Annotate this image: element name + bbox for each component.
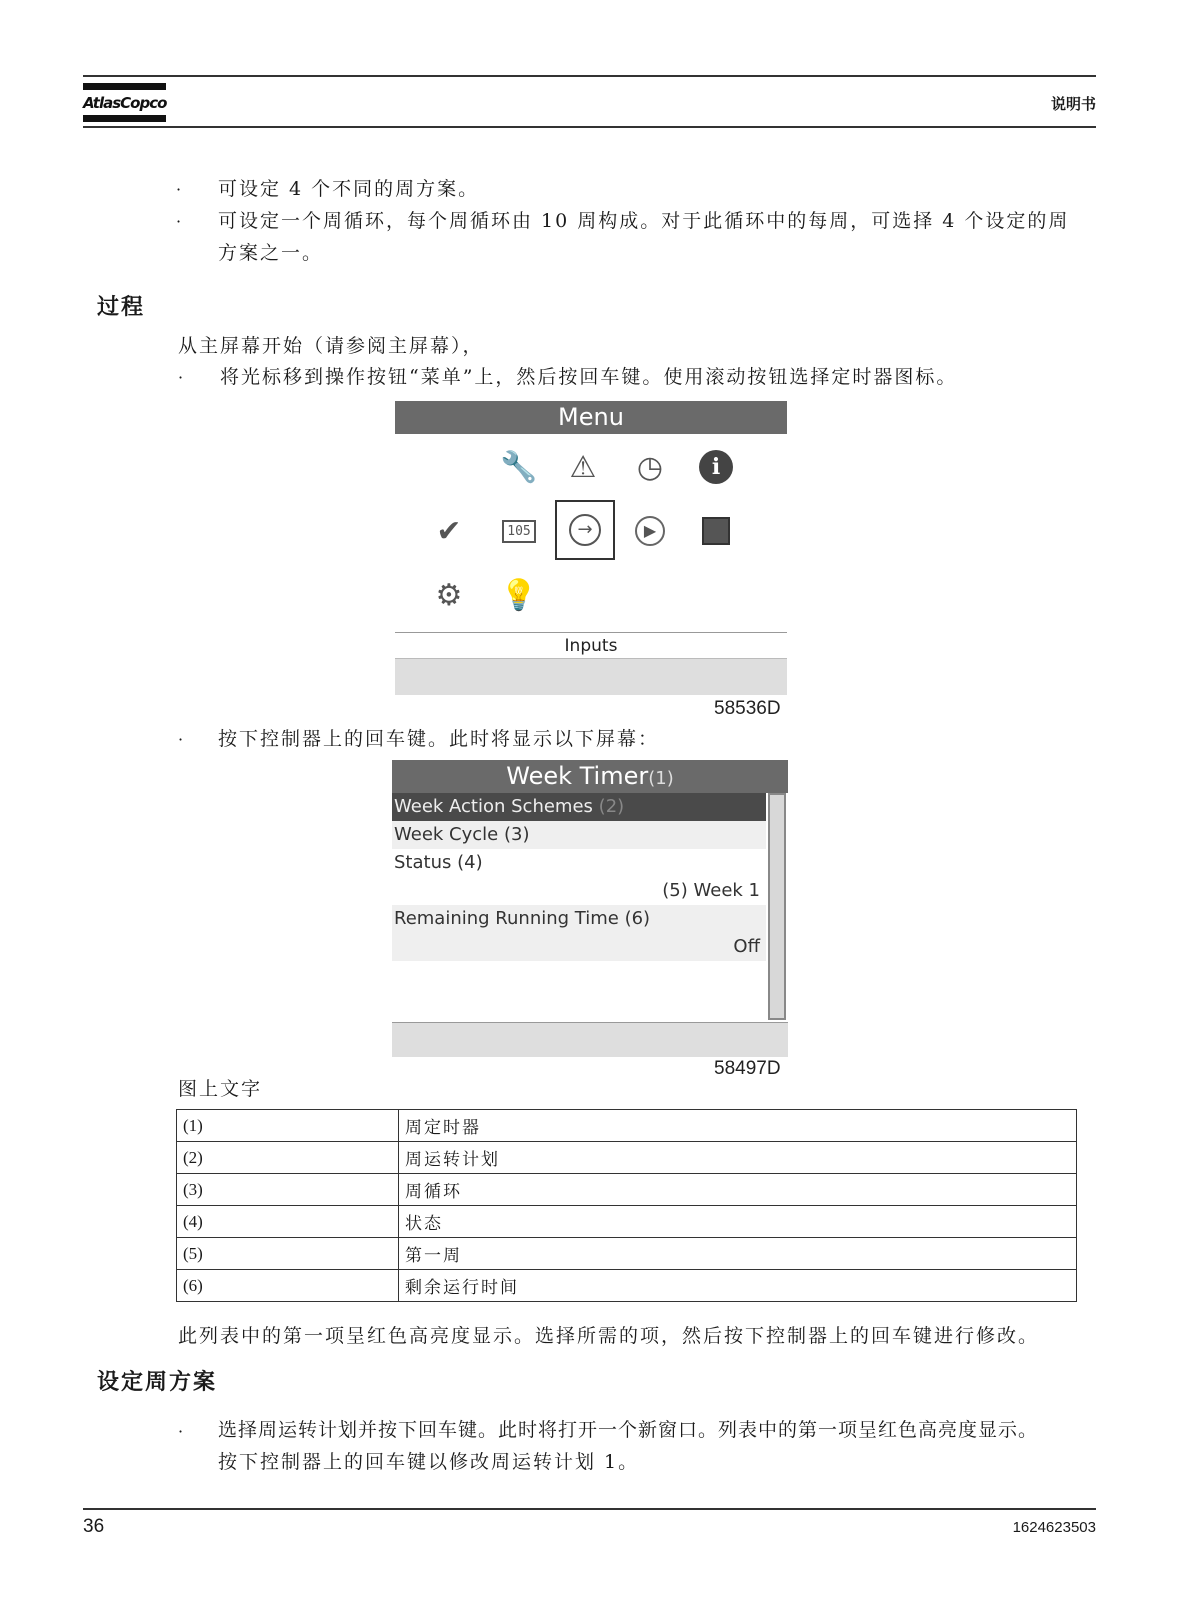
remaining-time-value: Off	[733, 936, 760, 957]
section-heading-procedure: 过程	[97, 295, 146, 320]
save-icon[interactable]	[693, 508, 739, 554]
logo-bottom-bar	[83, 115, 166, 122]
legend-key: (1)	[177, 1110, 399, 1142]
legend-value: 周运转计划	[399, 1142, 1077, 1174]
menu-bottom-bar	[395, 658, 787, 695]
header-top-rule	[83, 75, 1096, 77]
page-number: 36	[83, 1516, 105, 1537]
clock-icon[interactable]: ◷	[636, 449, 664, 485]
intro-bullet-2: 可设定一个周循环，每个周循环由 10 周构成。对于此循环中的每周，可选择 4 个设定的周	[218, 210, 1070, 232]
callout-number: (1)	[648, 768, 674, 789]
list-item-label: Status	[394, 852, 452, 873]
footer-rule	[83, 1508, 1096, 1510]
legend-key: (5)	[177, 1238, 399, 1270]
week-timer-list	[392, 793, 766, 961]
atlas-copco-logo	[83, 83, 166, 125]
test-icon[interactable]: ▶	[627, 508, 673, 554]
table-row	[177, 1270, 1077, 1302]
bullet-dot: ·	[176, 212, 182, 231]
info-icon[interactable]: i	[693, 444, 739, 490]
list-item-remaining-running-time[interactable]	[392, 905, 766, 933]
settings-icon[interactable]: ⚙	[435, 577, 463, 613]
menu-icon-grid	[395, 434, 787, 632]
doc-type: 说明书	[1050, 95, 1096, 113]
legend-key: (4)	[177, 1206, 399, 1238]
list-item-label: Week Cycle	[394, 824, 499, 845]
menu-screen-title: Menu	[395, 401, 787, 434]
legend-value: 周循环	[399, 1174, 1077, 1206]
counter-icon[interactable]: 105	[496, 508, 542, 554]
status-value-row	[392, 877, 766, 905]
week-timer-bottom-bar	[392, 1022, 788, 1057]
table-row	[177, 1238, 1077, 1270]
scrollbar[interactable]	[768, 793, 786, 1020]
header-bottom-rule	[83, 126, 1096, 128]
legend-value: 状态	[399, 1206, 1077, 1238]
callout-number: (5)	[662, 880, 688, 901]
logo-text: AtlasCopco	[83, 94, 167, 112]
warning-icon[interactable]: ⚠	[569, 449, 597, 485]
week-timer-title	[392, 760, 788, 793]
intro-bullet-1: 可设定 4 个不同的周方案。	[218, 178, 480, 200]
callout-number: (2)	[598, 796, 625, 817]
figure-code: 58536D	[714, 698, 781, 719]
callout-number: (3)	[503, 824, 530, 845]
status-value: Week 1	[693, 880, 760, 901]
menu-status-label: Inputs	[395, 632, 787, 658]
bullet-dot: ·	[178, 368, 184, 387]
list-item-status[interactable]	[392, 849, 766, 877]
highlight-note: 此列表中的第一项呈红色高亮度显示。选择所需的项，然后按下控制器上的回车键进行修改。	[178, 1325, 1040, 1347]
procedure-start: 从主屏幕开始（请参阅主屏幕），	[178, 335, 484, 357]
section2-bullet-line2: 按下控制器上的回车键以修改周运转计划 1。	[218, 1451, 640, 1473]
table-row	[177, 1110, 1077, 1142]
checklist-icon[interactable]: ✔	[436, 513, 462, 549]
list-item-label: Remaining Running Time	[394, 908, 619, 929]
section2-bullet-line1: 选择周运转计划并按下回车键。此时将打开一个新窗口。列表中的第一项呈红色高亮度显示。	[218, 1419, 1039, 1441]
list-item-label: Week Action Schemes	[394, 796, 593, 817]
list-item-week-action-schemes[interactable]	[392, 793, 766, 821]
list-item-week-cycle[interactable]	[392, 821, 766, 849]
wrench-icon[interactable]: 🔧	[500, 449, 538, 485]
callout-number: (6)	[624, 908, 651, 929]
procedure-step-1: 将光标移到操作按钮“菜单”上，然后按回车键。使用滚动按钮选择定时器图标。	[220, 366, 958, 388]
intro-bullet-2-cont: 方案之一。	[218, 242, 324, 264]
procedure-step-2: 按下控制器上的回车键。此时将显示以下屏幕：	[218, 728, 660, 750]
legend-value: 剩余运行时间	[399, 1270, 1077, 1302]
table-row	[177, 1206, 1077, 1238]
legend-table	[176, 1109, 1077, 1302]
bullet-dot: ·	[178, 1422, 184, 1441]
legend-value: 第一周	[399, 1238, 1077, 1270]
legend-key: (6)	[177, 1270, 399, 1302]
legend-title: 图上文字	[178, 1078, 263, 1100]
table-row	[177, 1174, 1077, 1206]
menu-screen	[395, 401, 787, 695]
callout-number: (4)	[457, 852, 483, 873]
section-heading-set-scheme: 设定周方案	[97, 1370, 218, 1395]
week-timer-screen	[392, 760, 788, 1057]
timer-selected-icon[interactable]: →	[555, 500, 615, 560]
logo-top-bar	[83, 83, 166, 90]
remaining-time-value-row	[392, 933, 766, 961]
legend-value: 周定时器	[399, 1110, 1077, 1142]
bulb-icon[interactable]: 💡	[500, 577, 538, 613]
table-row	[177, 1142, 1077, 1174]
legend-key: (3)	[177, 1174, 399, 1206]
legend-key: (2)	[177, 1142, 399, 1174]
figure-code: 58497D	[714, 1058, 781, 1079]
bullet-dot: ·	[176, 180, 182, 199]
doc-number: 1624623503	[1012, 1519, 1096, 1536]
bullet-dot: ·	[178, 730, 184, 749]
screen-title-text: Week Timer	[506, 762, 649, 790]
